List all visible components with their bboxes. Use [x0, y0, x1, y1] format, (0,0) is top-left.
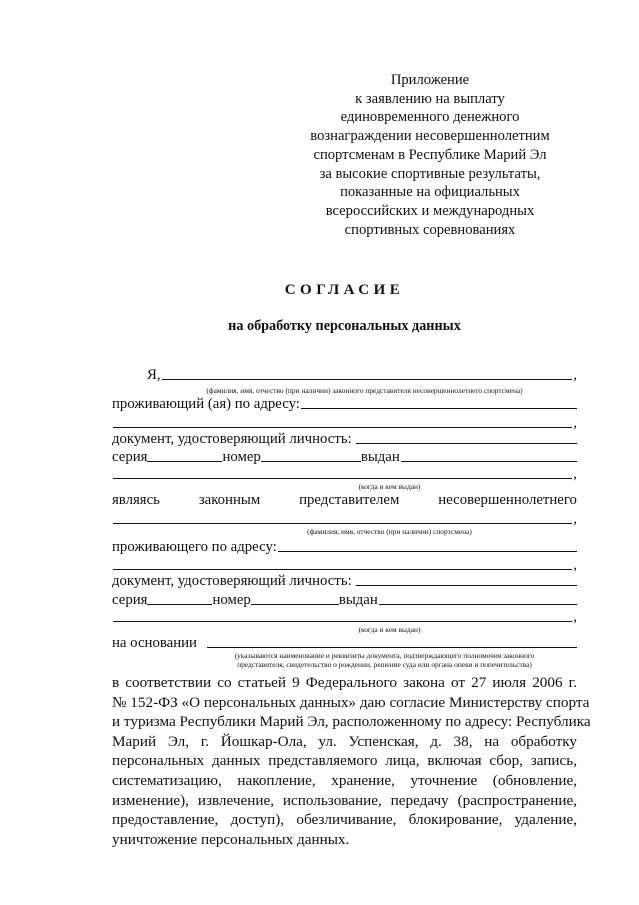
annex-line: вознаграждении несовершеннолетним [310, 128, 550, 145]
consent-line: предоставление, доступ), обезличивание, блокирование, удаление, [112, 811, 577, 829]
annex-line: спортивных соревнованиях [344, 221, 516, 238]
rep-issued-caption: (когда и кем выдан) [358, 482, 421, 491]
annex-line: показанные на официальных [340, 184, 520, 201]
number-label: номер [212, 592, 251, 608]
athlete-issued-caption: (когда и кем выдан) [358, 625, 421, 634]
athlete-id-label: документ, удостоверяющий личность: [112, 573, 352, 589]
being-word: законным [198, 492, 261, 508]
rep-series-field[interactable] [147, 461, 222, 462]
annex-line: единовременного денежного [340, 109, 520, 126]
rep-name-caption: (фамилия, имя, отчество (при наличии) законного представителя несовершеннолетнего спортсмена) [206, 386, 523, 395]
athlete-address-label: проживающего по адресу: [112, 539, 277, 555]
comma: , [573, 415, 577, 431]
consent-line: № 152-ФЗ «О персональных данных» даю согласие Министерству спорта [112, 693, 590, 711]
athlete-address-row [112, 537, 577, 555]
athlete-name-field[interactable] [113, 523, 572, 524]
rep-name-field[interactable] [162, 379, 573, 380]
document-subtitle: на обработку персональных данных [228, 318, 461, 334]
rep-id-field[interactable] [356, 443, 577, 444]
athlete-name-caption: (фамилия, имя, отчество (при наличии) спортсмена) [307, 527, 472, 536]
athlete-series-row [112, 590, 577, 608]
comma: , [573, 609, 577, 625]
being-word: представителем [299, 492, 400, 508]
annex-line: спортсменам в Республике Марий Эл [313, 146, 547, 163]
consent-line: в соответствии со статьей 9 Федерального закона от 27 июля 2006 г. [112, 674, 577, 691]
basis-label: на основании [112, 635, 197, 651]
issued-label: выдан [338, 592, 378, 608]
being-word: являясь [112, 492, 160, 508]
athlete-number-field[interactable] [251, 604, 339, 605]
comma: , [573, 557, 577, 573]
being-rep-row [112, 490, 577, 508]
rep-issued-field[interactable] [401, 461, 577, 462]
issued-label: выдан [360, 449, 400, 465]
basis-caption-2: представителя, свидетельство о рождении, решение суда или органа опеки и попечительства) [237, 660, 532, 669]
number-label: номер [222, 449, 261, 465]
rep-address-field[interactable] [301, 408, 577, 409]
basis-caption-1: (указываются наименование и реквизиты документа, подтверждающего полномочия законного [234, 651, 535, 660]
athlete-address-field[interactable] [278, 551, 577, 552]
consent-line: уничтожение персональных данных. [112, 830, 350, 848]
athlete-issued-row-2 [112, 607, 577, 625]
consent-line: персональных данных представляемого лица, включая сбор, запись, [112, 752, 577, 770]
rep-number-field[interactable] [261, 461, 361, 462]
consent-line: систематизацию, накопление, хранение, уточнение (обновление, [112, 771, 577, 789]
consent-line: Марий Эл, г. Йошкар-Ола, ул. Успенская, д. 38, на обработку [112, 732, 577, 750]
comma: , [573, 511, 577, 527]
rep-id-row [112, 429, 577, 447]
athlete-name-row [112, 509, 577, 527]
basis-field[interactable] [207, 647, 577, 648]
athlete-issued-field-2[interactable] [113, 621, 572, 622]
annex-note [295, 71, 565, 239]
series-label: серия [112, 449, 148, 465]
athlete-id-row [112, 571, 577, 589]
basis-row [112, 633, 577, 651]
rep-address-row [112, 394, 577, 412]
comma: , [573, 367, 577, 383]
comma: , [573, 466, 577, 482]
rep-name-row [147, 365, 577, 383]
rep-address-label: проживающий (ая) по адресу: [112, 396, 300, 412]
rep-address-field-2[interactable] [113, 427, 572, 428]
rep-issued-row-2 [112, 464, 577, 482]
consent-text [112, 673, 591, 849]
series-label: серия [112, 592, 148, 608]
rep-series-row [112, 447, 577, 465]
document-title: СОГЛАСИЕ [284, 282, 405, 298]
annex-line: к заявлению на выплату [355, 90, 505, 107]
consent-line: изменение), извлечение, использование, передачу (распространение, [112, 791, 577, 809]
athlete-id-field[interactable] [356, 585, 577, 586]
consent-line: и туризма Республики Марий Эл, расположенному по адресу: Республика [112, 713, 591, 731]
ya-label: Я, [147, 367, 161, 383]
rep-id-label: документ, удостоверяющий личность: [112, 431, 352, 447]
annex-line: всероссийских и международных [325, 202, 535, 219]
rep-issued-field-2[interactable] [113, 478, 572, 479]
athlete-address-field-2[interactable] [113, 569, 572, 570]
athlete-series-field[interactable] [147, 604, 212, 605]
athlete-issued-field[interactable] [379, 604, 577, 605]
annex-line: за высокие спортивные результаты, [319, 165, 541, 182]
annex-line: Приложение [390, 72, 470, 88]
being-word: несовершеннолетнего [438, 492, 577, 508]
